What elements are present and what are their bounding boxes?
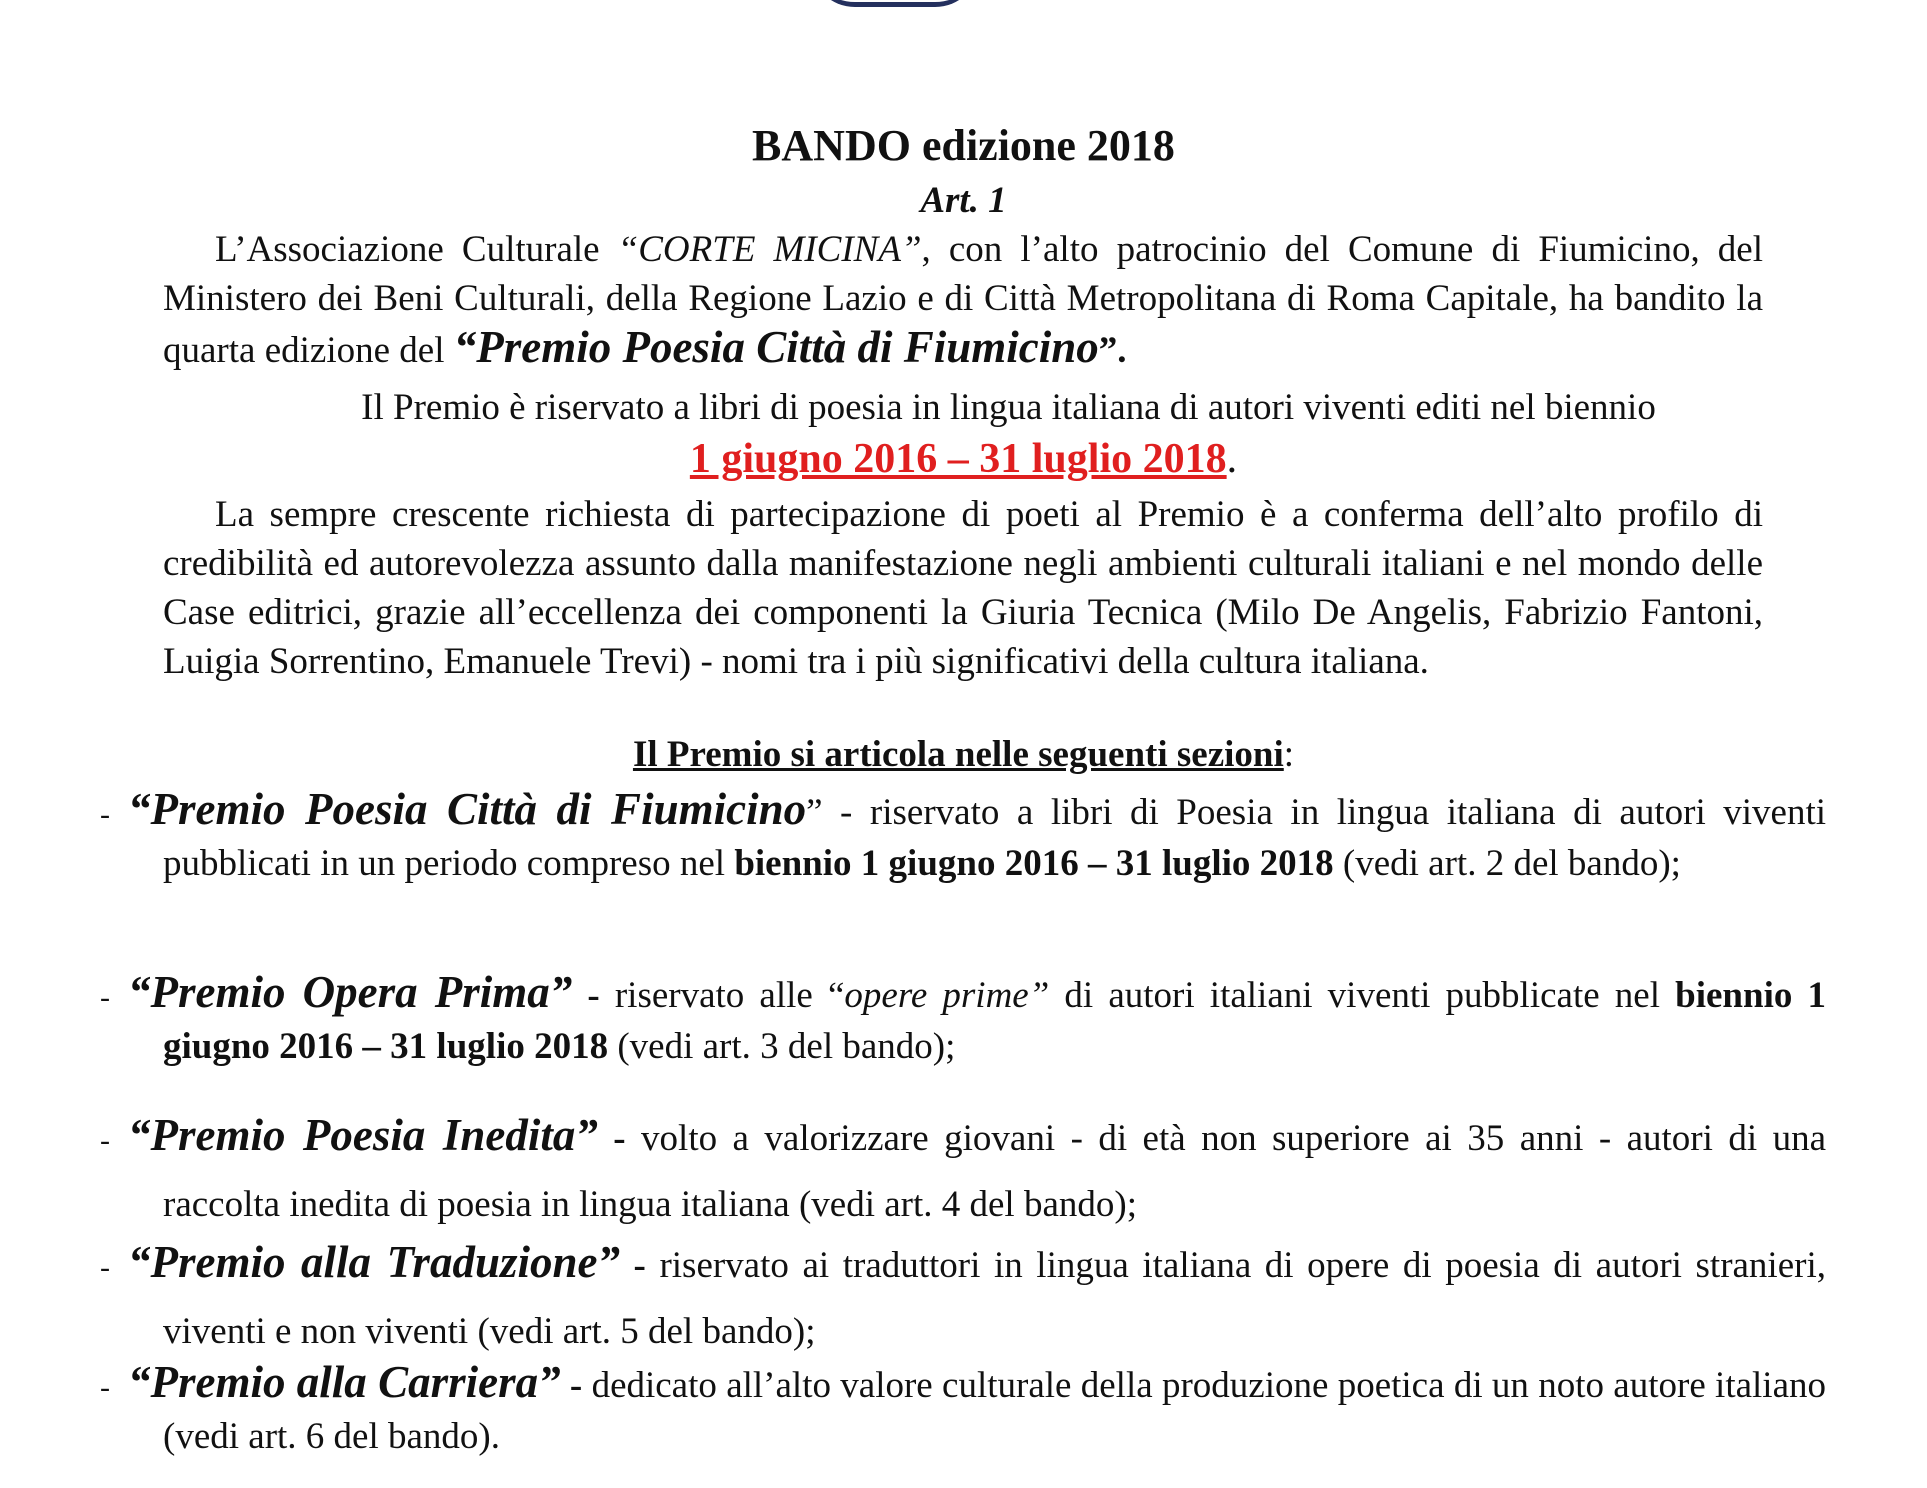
section-period: biennio 1 giugno 2016 – 31 luglio 2018 — [163, 975, 1826, 1067]
section-description: riservato ai traduttori in lingua italiana di opere di poesia di autori stranieri, viventi e non viventi (vedi art. 5 del bando); — [163, 1245, 1826, 1352]
bullet-dash: - — [100, 798, 110, 831]
intro-text-end: ”. — [1098, 330, 1127, 371]
section-item — [100, 1230, 1826, 1364]
eligibility-dates — [0, 433, 1927, 485]
article-heading: Art. 1 — [920, 180, 1007, 221]
section-item — [100, 968, 1826, 1071]
section-name: “Premio Poesia Città di Fiumicino — [128, 784, 807, 834]
section-separator: ” - — [806, 792, 870, 833]
date-range: 1 giugno 2016 – 31 luglio 2018 — [689, 436, 1227, 482]
logo-fragment — [810, 0, 980, 7]
sections-heading — [0, 732, 1927, 778]
intro-text-b: , con l’alto patrocinio del Comune di Fiumicino, del Ministero dei Beni Culturali, della Regione Lazio e di Città Metropolitana di Roma Capitale, ha bandito la quarta edizione del — [163, 229, 1763, 371]
section-item — [100, 785, 1826, 888]
section-name: “Premio Opera Prima” — [128, 967, 573, 1017]
section-separator: - — [572, 975, 615, 1016]
section-item — [100, 1103, 1826, 1237]
section-description: riservato alle “ — [614, 975, 845, 1016]
eligibility-paragraph — [0, 383, 1927, 432]
section-reference: (vedi art. 3 del bando); — [608, 1026, 956, 1067]
section-separator: - — [560, 1365, 592, 1406]
intro-paragraph — [163, 225, 1763, 375]
sections-heading-text: Il Premio si articola nelle seguenti sezioni — [632, 734, 1284, 775]
organization-name: “CORTE MICINA” — [617, 229, 922, 270]
section-separator: - — [619, 1245, 660, 1286]
bullet-dash: - — [100, 1371, 110, 1404]
section-item — [100, 1358, 1826, 1461]
section-name: “Premio alla Traduzione” — [128, 1237, 620, 1287]
date-range-end: . — [1226, 436, 1238, 482]
section-description-cont: di autori italiani viventi pubblicate nel — [1049, 975, 1676, 1016]
eligibility-text: Il Premio è riservato a libri di poesia in lingua italiana di autori viventi editi nel biennio — [361, 387, 1656, 428]
sections-heading-colon: : — [1283, 734, 1295, 775]
section-description: riservato a libri di Poesia in lingua italiana di autori viventi pubblicati in un periodo compreso nel — [163, 792, 1827, 884]
intro-text-a: L’Associazione Culturale — [215, 229, 618, 270]
section-period: biennio 1 giugno 2016 – 31 luglio 2018 — [734, 843, 1334, 884]
bullet-dash: - — [100, 981, 110, 1014]
section-name: “Premio alla Carriera” — [128, 1357, 561, 1407]
section-reference: (vedi art. 2 del bando); — [1333, 843, 1681, 884]
document-title: BANDO edizione 2018 — [752, 121, 1175, 170]
bullet-dash: - — [100, 1124, 110, 1157]
section-name: “Premio Poesia Inedita” — [128, 1110, 598, 1160]
section-separator: - — [597, 1118, 642, 1159]
jury-paragraph: La sempre crescente richiesta di partecipazione di poeti al Premio è a conferma dell’alto profilo di credibilità ed autorevolezza assunto dalla manifestazione negli ambienti culturali italiani e nel mondo delle Case editrici, grazie all’eccellenza dei componenti la Giuria Tecnica (Milo De Angelis, Fabrizio Fantoni, Luigia Sorrentino, Emanuele Trevi) - nomi tra i più significativi della cultura italiana. — [163, 494, 1763, 682]
bullet-dash: - — [100, 1251, 110, 1284]
section-description: dedicato all’alto valore culturale della produzione poetica di un noto autore italiano (vedi art. 6 del bando). — [163, 1365, 1827, 1457]
section-description: volto a valorizzare giovani - di età non superiore ai 35 anni - autori di una raccolta inedita di poesia in lingua italiana (vedi art. 4 del bando); — [163, 1118, 1826, 1225]
section-italic-term: opere prime” — [844, 975, 1050, 1016]
prize-name: “Premio Poesia Città di Fiumicino — [453, 322, 1099, 372]
